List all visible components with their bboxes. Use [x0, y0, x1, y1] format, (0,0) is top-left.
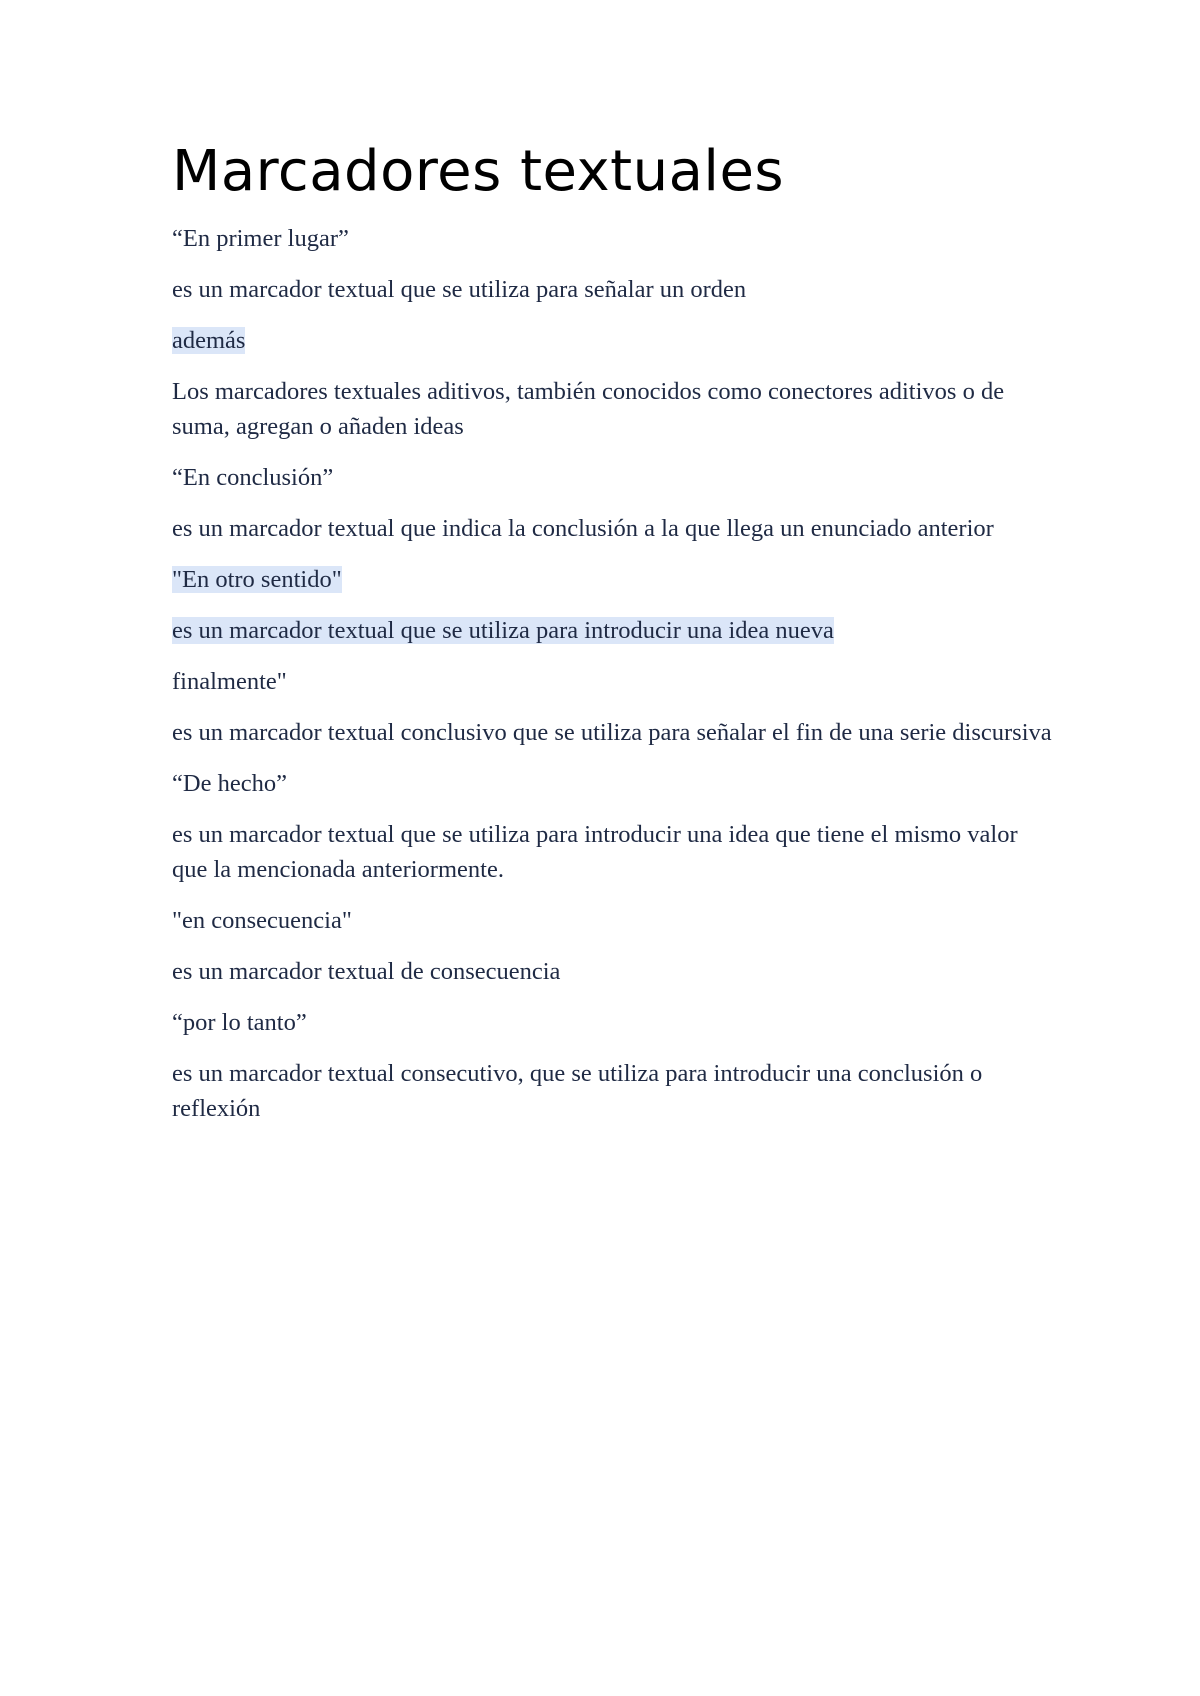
paragraph-16 — [172, 1056, 1052, 1126]
paragraph-text: “En primer lugar” — [172, 225, 349, 253]
paragraph-text: es un marcador textual conclusivo que se utiliza para señalar el fin de una serie discursiva — [172, 719, 1052, 747]
paragraph-text: es un marcador textual que se utiliza para introducir una idea que tiene el mismo valor que la mencionada anteriormente. — [172, 821, 1018, 884]
paragraph-2 — [172, 272, 1052, 307]
paragraph-11 — [172, 766, 1052, 801]
paragraph-8 — [172, 613, 1052, 648]
paragraph-1 — [172, 221, 1052, 256]
paragraph-text: es un marcador textual de consecuencia — [172, 958, 561, 986]
paragraph-9 — [172, 664, 1052, 699]
paragraph-text: “por lo tanto” — [172, 1009, 307, 1037]
paragraph-text: es un marcador textual que se utiliza para señalar un orden — [172, 276, 747, 304]
paragraph-text: "en consecuencia" — [172, 907, 352, 935]
paragraph-10 — [172, 715, 1052, 750]
paragraph-12 — [172, 817, 1052, 887]
paragraph-7 — [172, 562, 1052, 597]
highlighted-text: "En otro sentido" — [172, 566, 342, 594]
document-body[interactable] — [172, 138, 1052, 1142]
paragraph-text: “De hecho” — [172, 770, 287, 798]
paragraph-14 — [172, 954, 1052, 989]
paragraph-5 — [172, 460, 1052, 495]
paragraph-text: finalmente" — [172, 668, 287, 696]
paragraph-text: es un marcador textual consecutivo, que se utiliza para introducir una conclusión o reflexión — [172, 1060, 983, 1123]
highlighted-text: además — [172, 327, 246, 355]
paragraph-text: “En conclusión” — [172, 464, 334, 492]
paragraph-4 — [172, 374, 1052, 444]
paragraph-15 — [172, 1005, 1052, 1040]
paragraph-3 — [172, 323, 1052, 358]
document-title: Marcadores textuales — [172, 139, 785, 204]
paragraph-text: Los marcadores textuales aditivos, también conocidos como conectores aditivos o de suma, agregan o añaden ideas — [172, 378, 1005, 441]
paragraph-13 — [172, 903, 1052, 938]
highlighted-text: es un marcador textual que se utiliza para introducir una idea nueva — [172, 617, 834, 645]
paragraph-6 — [172, 511, 1052, 546]
paragraph-text: es un marcador textual que indica la conclusión a la que llega un enunciado anterior — [172, 515, 994, 543]
